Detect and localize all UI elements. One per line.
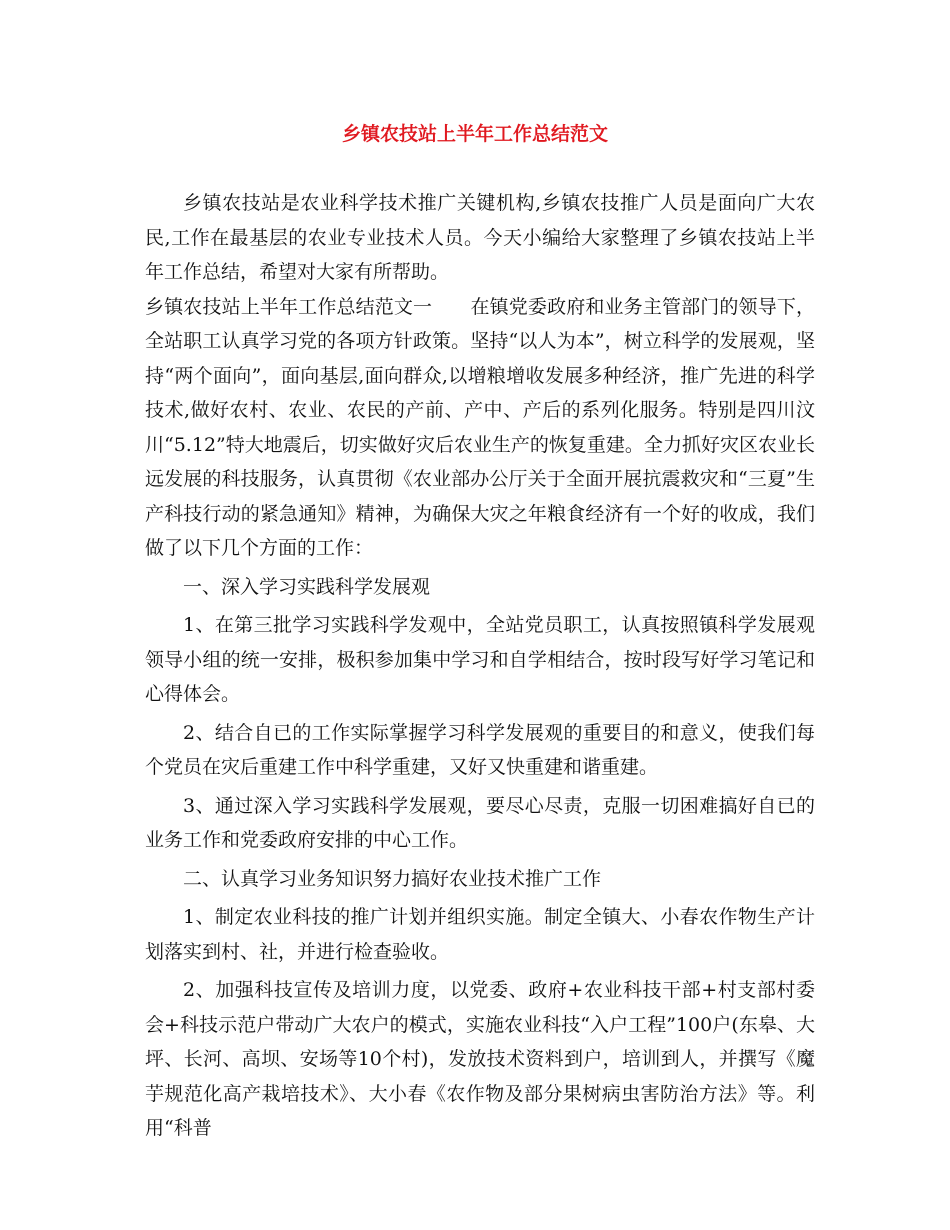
body-paragraph: 乡镇农技站上半年工作总结范文一 在镇党委政府和业务主管部门的领导下，全站职工认真学习党的各项方针政策。坚持“以人为本”，树立科学的发展观，坚持“两个面向”，面向基层,面向群众,以增粮增收发展多种经济，推广先进的科学技术,做好农村、农业、农民的产前、产中、产后的系列化服务。特别是四川汶川“5.12”特大地震后，切实做好灾后农业生产的恢复重建。全力抓好灾区农业长远发展的科技服务，认真贯彻《农业部办公厅关于全面开展抗震救灾和“三夏”生产科技行动的紧急通知》精神，为确保大灾之年粮食经济有一个好的收成，我们做了以下几个方面的工作： bbox=[145, 295, 815, 559]
body-paragraph: 1、制定农业科技的推广计划并组织实施。制定全镇大、小春农作物生产计划落实到村、社，并进行检查验收。 bbox=[145, 906, 815, 963]
body-paragraph: 2、加强科技宣传及培训力度，以党委、政府+农业科技干部+村支部村委会+科技示范户带动广大农户的模式，实施农业科技“入户工程”100户(东皋、大坪、长河、高坝、安场等10个村)，发放技术资料到户，培训到人，并撰写《魔芋规范化高产栽培技术》、大小春《农作物及部分果树病虫害防治方法》等。利用“科普 bbox=[145, 979, 815, 1139]
document-body bbox=[145, 186, 815, 1146]
body-paragraph: 2、结合自已的工作实际掌握学习科学发展观的重要目的和意义，使我们每个党员在灾后重建工作中科学重建，又好又快重建和谐重建。 bbox=[145, 721, 815, 778]
document-title: 乡镇农技站上半年工作总结范文 bbox=[341, 123, 608, 145]
body-paragraph: 1、在第三批学习实践科学发观中，全站党员职工，认真按照镇科学发展观领导小组的统一安排，极积参加集中学习和自学相结合，按时段写好学习笔记和心得体会。 bbox=[145, 614, 815, 705]
intro-paragraph: 乡镇农技站是农业科学技术推广关键机构,乡镇农技推广人员是面向广大农民,工作在最基层的农业专业技术人员。今天小编给大家整理了乡镇农技站上半年工作总结，希望对大家有所帮助。 bbox=[145, 192, 815, 283]
section-heading: 一、深入学习实践科学发展观 bbox=[183, 575, 431, 598]
body-paragraph: 3、通过深入学习实践科学发展观，要尽心尽责，克服一切困难搞好自已的业务工作和党委政府安排的中心工作。 bbox=[145, 794, 815, 851]
section-heading: 二、认真学习业务知识努力搞好农业技术推广工作 bbox=[183, 867, 602, 890]
